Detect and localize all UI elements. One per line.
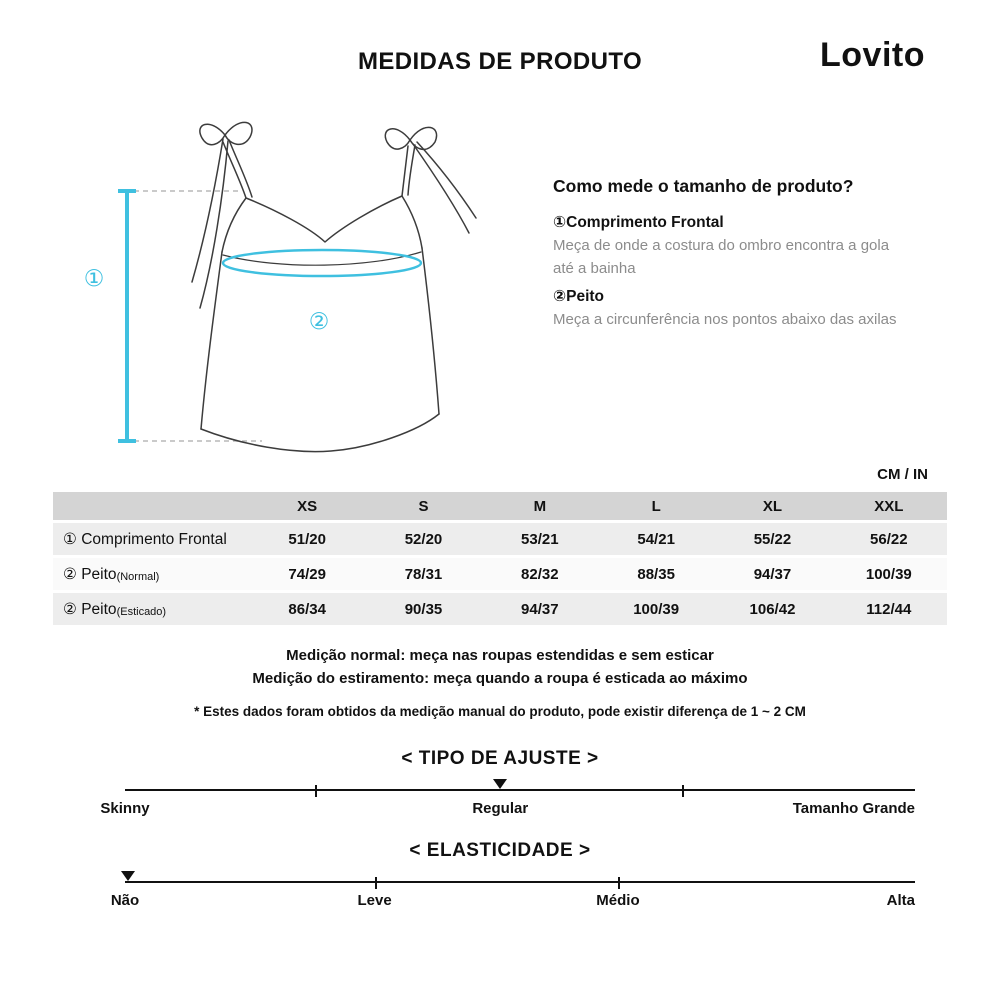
- table-row-chest-normal: [53, 558, 947, 590]
- size-cell: 106/42: [714, 593, 830, 625]
- size-cell: 112/44: [831, 593, 947, 625]
- size-cell: 56/22: [831, 523, 947, 555]
- row-label-text: Comprimento Frontal: [81, 530, 227, 548]
- fit-label-skinny: Skinny: [100, 800, 150, 817]
- disclaimer-note: * Estes dados foram obtidos da medição manual do produto, pode existir diferença de 1 ~ 2 CM: [194, 704, 806, 719]
- row-marker: ②: [63, 565, 77, 583]
- row-marker: ①: [63, 530, 77, 548]
- size-cell: 78/31: [365, 558, 481, 590]
- fit-type-scale: [0, 748, 1000, 822]
- size-table: [53, 489, 947, 628]
- fit-marker-triangle-icon: [493, 779, 507, 789]
- how-to-item-1-desc: Meça de onde a costura do ombro encontra a gola até a bainha: [553, 237, 890, 278]
- garment-outline: [192, 122, 476, 451]
- elasticity-scale-title: < ELASTICIDADE >: [409, 840, 591, 861]
- size-cell: 54/21: [598, 523, 714, 555]
- row-label-text: Peito: [81, 600, 117, 618]
- col-header-xs: XS: [249, 492, 365, 520]
- row-label: [53, 593, 249, 625]
- elasticity-scale-tick: [618, 877, 620, 889]
- dashed-guide-lines: [134, 191, 262, 441]
- size-cell: 90/35: [365, 593, 481, 625]
- col-header-l: L: [598, 492, 714, 520]
- table-row-front-length: [53, 523, 947, 555]
- row-label: [53, 523, 249, 555]
- garment-diagram: [30, 112, 530, 472]
- how-to-item-2-name: [553, 287, 898, 306]
- elasticity-label-nao: Não: [110, 892, 140, 909]
- elasticity-scale-line: [125, 881, 915, 883]
- col-header-s: S: [365, 492, 481, 520]
- chest-ellipse: [223, 250, 421, 276]
- elasticity-scale-tick: [375, 877, 377, 889]
- note-normal: Medição normal: meça nas roupas estendidas e sem esticar: [286, 647, 714, 664]
- how-to-title: Como mede o tamanho de produto?: [553, 176, 854, 196]
- size-table-header-row: [53, 492, 947, 520]
- size-cell: 94/37: [714, 558, 830, 590]
- fit-scale-bar: [125, 776, 915, 796]
- row-marker: ②: [63, 600, 77, 618]
- elasticity-marker-triangle-icon: [121, 871, 135, 881]
- row-label-sub: (Normal): [116, 570, 160, 583]
- fit-label-tamanho-grande: Tamanho Grande: [792, 800, 915, 817]
- fit-scale-tick: [315, 785, 317, 797]
- how-to-item-1-name: [553, 213, 898, 232]
- col-header-m: M: [482, 492, 598, 520]
- fit-scale-line: [125, 789, 915, 791]
- elasticity-scale-labels: [110, 892, 915, 914]
- page-title: MEDIDAS DE PRODUTO: [357, 48, 643, 75]
- size-cell: 53/21: [482, 523, 598, 555]
- size-cell: 74/29: [249, 558, 365, 590]
- item-1-marker: ①: [553, 214, 567, 231]
- size-cell: 100/39: [598, 593, 714, 625]
- row-label-text: Peito: [81, 565, 117, 583]
- front-length-marker: ①: [83, 265, 105, 291]
- fit-scale-title: < TIPO DE AJUSTE >: [401, 748, 599, 769]
- note-stretch: Medição do estiramento: meça quando a roupa é esticada ao máximo: [252, 670, 748, 687]
- row-label: [53, 558, 249, 590]
- elasticity-scale-bar: [125, 868, 915, 888]
- row-label-sub: (Esticado): [116, 605, 167, 618]
- elasticity-label-leve: Leve: [357, 892, 392, 909]
- fit-label-regular: Regular: [472, 800, 529, 817]
- elasticity-label-medio: Médio: [596, 892, 640, 909]
- item-2-label: Peito: [566, 287, 605, 305]
- item-1-label: Comprimento Frontal: [566, 214, 724, 231]
- size-cell: 52/20: [365, 523, 481, 555]
- measurement-notes: [0, 644, 1000, 690]
- brand-logo: Lovito: [820, 36, 925, 74]
- size-cell: 86/34: [249, 593, 365, 625]
- front-length-line: [118, 191, 136, 441]
- chest-marker: ②: [308, 308, 330, 334]
- col-header-xxl: XXL: [831, 492, 947, 520]
- elasticity-scale: [0, 840, 1000, 914]
- size-cell: 100/39: [831, 558, 947, 590]
- item-2-marker: ②: [553, 287, 567, 305]
- size-cell: 88/35: [598, 558, 714, 590]
- how-to-measure: [553, 176, 898, 337]
- fit-scale-tick: [682, 785, 684, 797]
- fit-scale-labels: [100, 800, 915, 822]
- units-label: CM / IN: [877, 466, 928, 483]
- size-cell: 55/22: [714, 523, 830, 555]
- size-cell: 51/20: [249, 523, 365, 555]
- table-row-chest-stretched: [53, 593, 947, 625]
- how-to-item-2-desc: Meça a circunferência nos pontos abaixo das axilas: [553, 310, 897, 328]
- size-cell: 82/32: [482, 558, 598, 590]
- elasticity-label-alta: Alta: [886, 892, 915, 909]
- corner-cell: [53, 492, 249, 520]
- col-header-xl: XL: [714, 492, 830, 520]
- size-cell: 94/37: [482, 593, 598, 625]
